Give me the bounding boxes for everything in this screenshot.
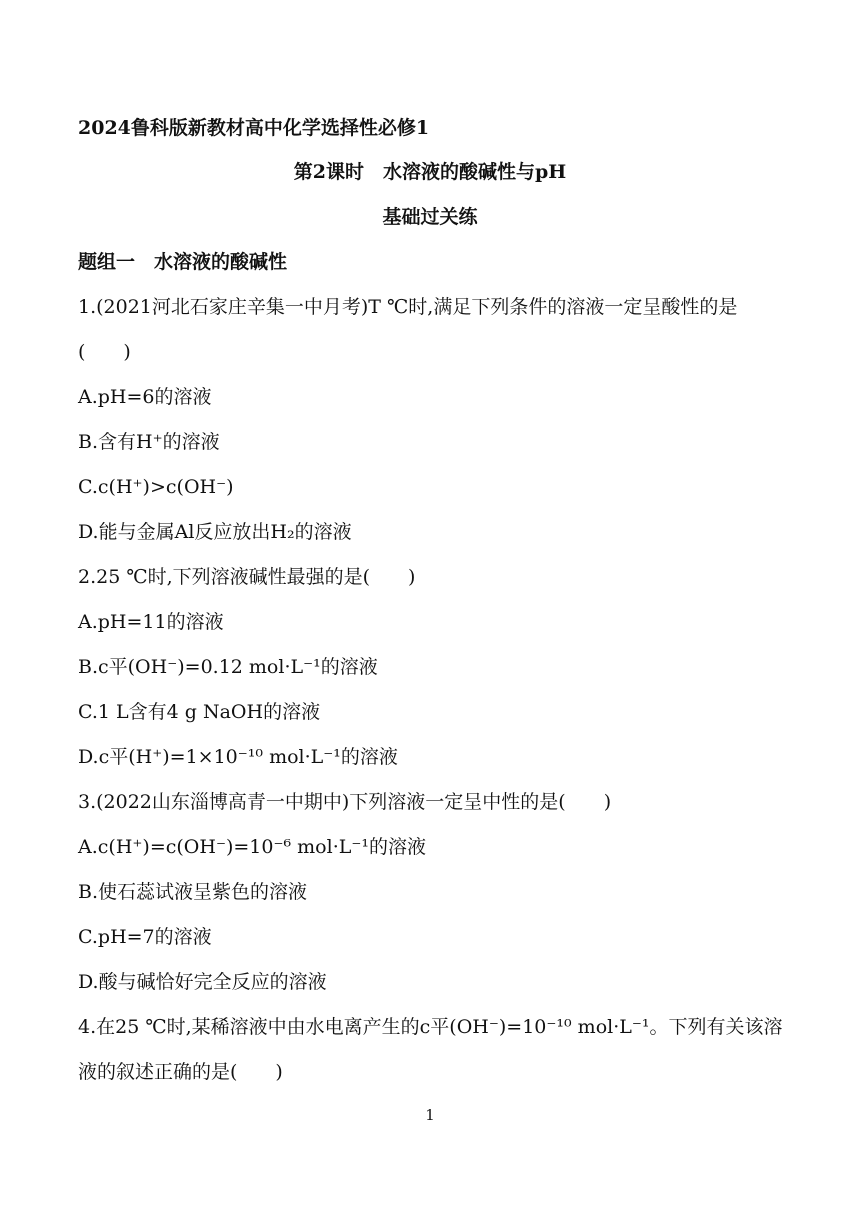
question-2-option-d: D.c平(H⁺)=1×10⁻¹⁰ mol·L⁻¹的溶液 bbox=[78, 746, 398, 768]
question-2-option-b: B.c平(OH⁻)=0.12 mol·L⁻¹的溶液 bbox=[78, 656, 378, 678]
question-1-option-d: D.能与金属Al反应放出H₂的溶液 bbox=[78, 521, 352, 543]
question-3-option-b: B.使石蕊试液呈紫色的溶液 bbox=[78, 881, 308, 903]
book-title: 2024鲁科版新教材高中化学选择性必修1 bbox=[78, 117, 430, 139]
question-1-option-b: B.含有H⁺的溶液 bbox=[78, 431, 220, 453]
question-3-option-c: C.pH=7的溶液 bbox=[78, 926, 212, 948]
question-1-stem: 1.(2021河北石家庄辛集一中月考)T ℃时,满足下列条件的溶液一定呈酸性的是 bbox=[78, 296, 738, 318]
question-2-option-c: C.1 L含有4 g NaOH的溶液 bbox=[78, 701, 321, 723]
question-4-stem: 4.在25 ℃时,某稀溶液中由水电离产生的c平(OH⁻)=10⁻¹⁰ mol·L⁻¹。下列有关该溶 bbox=[78, 1016, 783, 1038]
question-2-option-a: A.pH=11的溶液 bbox=[78, 611, 224, 633]
question-1-stem-cont: ( ) bbox=[78, 341, 131, 363]
lesson-title: 第2课时 水溶液的酸碱性与pH bbox=[293, 161, 567, 183]
section-title: 基础过关练 bbox=[382, 206, 478, 228]
question-3-stem: 3.(2022山东淄博高青一中期中)下列溶液一定呈中性的是( ) bbox=[78, 791, 612, 813]
question-1-option-a: A.pH=6的溶液 bbox=[78, 386, 212, 408]
page-number: 1 bbox=[425, 1106, 435, 1124]
question-2-stem: 2.25 ℃时,下列溶液碱性最强的是( ) bbox=[78, 566, 416, 588]
question-1-option-c: C.c(H⁺)>c(OH⁻) bbox=[78, 476, 234, 498]
question-3-option-d: D.酸与碱恰好完全反应的溶液 bbox=[78, 971, 327, 993]
group-title: 题组一 水溶液的酸碱性 bbox=[78, 251, 288, 273]
question-3-option-a: A.c(H⁺)=c(OH⁻)=10⁻⁶ mol·L⁻¹的溶液 bbox=[78, 836, 427, 858]
question-4-stem-cont: 液的叙述正确的是( ) bbox=[78, 1061, 283, 1083]
